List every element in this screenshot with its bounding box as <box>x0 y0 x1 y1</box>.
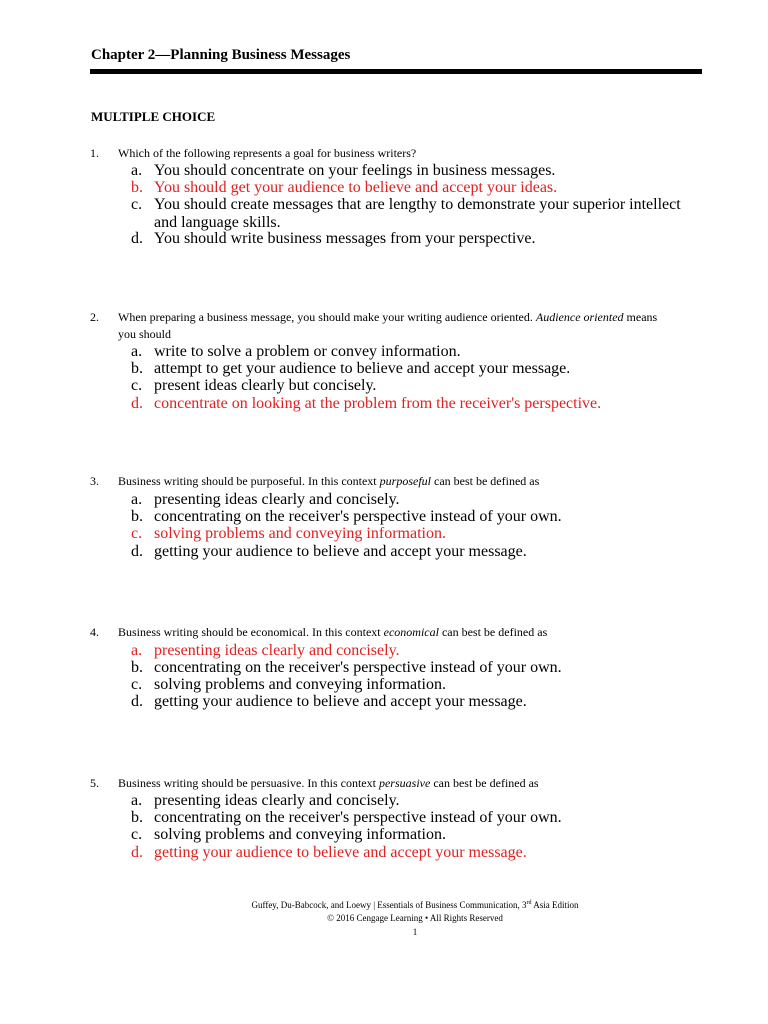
option-text: You should create messages that are lengthy to demonstrate your superior intellect and language skills. <box>154 196 681 231</box>
option-4c <box>0 676 768 693</box>
option-4d <box>0 693 768 710</box>
title-rule <box>90 69 702 74</box>
question-text: When preparing a business message, you should make your writing audience oriented. Audience oriented means you should <box>118 310 658 341</box>
option-letter: c. <box>131 525 143 542</box>
option-1c <box>0 196 768 230</box>
chapter-title: Chapter 2—Planning Business Messages <box>91 47 351 63</box>
question-number: 1. <box>90 146 99 160</box>
page-number: 1 <box>412 927 418 937</box>
option-letter: b. <box>131 659 143 676</box>
question-number: 4. <box>90 625 99 639</box>
option-letter: b. <box>131 179 143 196</box>
option-text: presenting ideas clearly and concisely. <box>154 792 400 809</box>
option-letter: b. <box>131 508 143 525</box>
option-1d <box>0 230 768 247</box>
option-3c-correct <box>0 525 768 542</box>
option-letter: d. <box>131 844 143 861</box>
option-2a <box>0 343 768 360</box>
option-letter: d. <box>131 543 143 560</box>
option-3b <box>0 508 768 525</box>
option-2c <box>0 377 768 394</box>
option-2d-correct <box>0 395 768 412</box>
option-letter: b. <box>131 809 143 826</box>
option-5c <box>0 826 768 843</box>
option-letter: b. <box>131 360 143 377</box>
footer-copyright: © 2016 Cengage Learning • All Rights Reserved <box>327 913 503 923</box>
option-text: write to solve a problem or convey information. <box>154 343 461 360</box>
option-letter: d. <box>131 395 143 412</box>
option-text: concentrate on looking at the problem from the receiver's perspective. <box>154 395 602 412</box>
option-text: getting your audience to believe and accept your message. <box>154 844 527 861</box>
italic-term: Audience oriented <box>535 310 624 324</box>
question-number: 2. <box>90 310 99 324</box>
option-3a <box>0 491 768 508</box>
option-text: getting your audience to believe and accept your message. <box>154 543 527 560</box>
option-letter: c. <box>131 377 143 394</box>
option-letter: c. <box>131 196 143 213</box>
option-letter: a. <box>131 792 143 809</box>
option-4b <box>0 659 768 676</box>
option-4a-correct <box>0 642 768 659</box>
option-text: concentrating on the receiver's perspective instead of your own. <box>154 809 562 826</box>
option-2b <box>0 360 768 377</box>
option-text: concentrating on the receiver's perspective instead of your own. <box>154 508 562 525</box>
section-heading: MULTIPLE CHOICE <box>91 109 216 124</box>
italic-term: purposeful <box>379 474 431 488</box>
option-text: solving problems and conveying information. <box>154 826 446 843</box>
option-text: You should get your audience to believe and accept your ideas. <box>154 179 558 196</box>
option-text: You should concentrate on your feelings in business messages. <box>154 162 556 179</box>
option-5a <box>0 792 768 809</box>
option-letter: a. <box>131 642 143 659</box>
option-text: solving problems and conveying information. <box>154 676 446 693</box>
option-text: present ideas clearly but concisely. <box>154 377 377 394</box>
option-letter: d. <box>131 230 143 247</box>
option-text: attempt to get your audience to believe and accept your message. <box>154 360 571 377</box>
option-1b-correct <box>0 179 768 196</box>
option-text: You should write business messages from your perspective. <box>154 230 536 247</box>
option-5b <box>0 809 768 826</box>
option-letter: c. <box>131 676 143 693</box>
option-letter: a. <box>131 491 143 508</box>
footer-citation: Guffey, Du-Babcock, and Loewy | Essentials of Business Communication, 3rd Asia Edition <box>251 900 579 910</box>
question-number: 3. <box>90 474 99 488</box>
option-letter: d. <box>131 693 143 710</box>
option-text: concentrating on the receiver's perspective instead of your own. <box>154 659 562 676</box>
option-text: presenting ideas clearly and concisely. <box>154 491 400 508</box>
option-5d-correct <box>0 844 768 861</box>
question-text: Which of the following represents a goal for business writers? <box>118 146 417 160</box>
option-letter: a. <box>131 343 143 360</box>
italic-term: persuasive <box>378 776 431 790</box>
question-number: 5. <box>90 776 99 790</box>
option-text: presenting ideas clearly and concisely. <box>154 642 400 659</box>
option-letter: a. <box>131 162 143 179</box>
option-1a <box>0 162 768 179</box>
option-letter: c. <box>131 826 143 843</box>
question-text: Business writing should be purposeful. In this context purposeful can best be defined as <box>118 474 540 488</box>
question-text: Business writing should be persuasive. In this context persuasive can best be defined as <box>118 776 539 790</box>
question-text: Business writing should be economical. In this context economical can best be defined as <box>118 625 548 639</box>
option-text: solving problems and conveying information. <box>154 525 446 542</box>
option-3d <box>0 543 768 560</box>
option-text: getting your audience to believe and accept your message. <box>154 693 527 710</box>
italic-term: economical <box>383 625 439 639</box>
